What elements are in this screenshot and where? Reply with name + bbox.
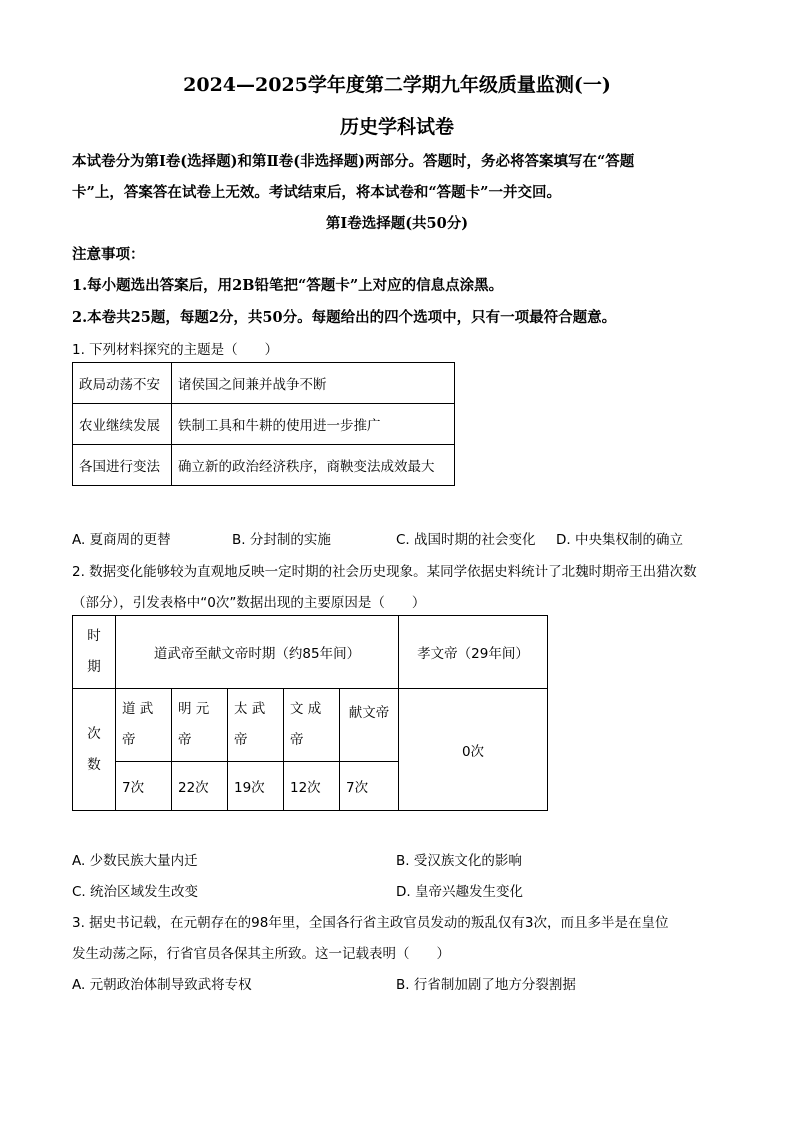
q1-option-c: C. 战国时期的社会变化 — [396, 532, 536, 548]
q1-table — [72, 362, 455, 486]
q3-stem-2: 发生动荡之际，行省官员各保其主所致。这一记载表明（ ） — [72, 946, 450, 962]
exam-subtitle: 历史学科试卷 — [339, 116, 454, 138]
q2-count-label: 次 数 — [73, 689, 116, 811]
q3-stem-1: 3. 据史书记载，在元朝存在的98年里，全国各行省主政官员发动的叛乱仅有3次，而且多半是在皇位 — [72, 915, 669, 931]
q2-emperor-name: 太 武 帝 — [228, 689, 284, 762]
q2-emperor-name: 献文帝 — [340, 689, 399, 762]
q1-row-content: 诸侯国之间兼并战争不断 — [172, 363, 455, 404]
table-row — [73, 616, 548, 689]
q2-period-label: 时 期 — [73, 616, 116, 689]
q1-stem: 1. 下列材料探究的主题是（ ） — [72, 342, 279, 358]
q1-row-content: 铁制工具和牛耕的使用进一步推广 — [172, 404, 455, 445]
table-row — [73, 404, 455, 445]
notice-title: 注意事项： — [72, 246, 145, 263]
q1-option-a: A. 夏商周的更替 — [72, 532, 171, 548]
q2-emperor-count: 12次 — [284, 762, 340, 811]
q1-row-label: 农业继续发展 — [73, 404, 172, 445]
q2-period-a: 道武帝至献文帝时期（约85年间） — [116, 616, 399, 689]
q1-row-label: 政局动荡不安 — [73, 363, 172, 404]
notice-2: 2.本卷共25题，每题2分，共50分。每题给出的四个选项中，只有一项最符合题意。 — [72, 309, 617, 326]
section-heading: 第Ⅰ卷选择题(共50分) — [325, 215, 469, 232]
table-row — [73, 363, 455, 404]
q3-option-b: B. 行省制加剧了地方分裂割据 — [396, 977, 576, 993]
q2-option-a: A. 少数民族大量内迁 — [72, 853, 198, 869]
q2-period-b: 孝文帝（29年间） — [399, 616, 548, 689]
notice-1: 1.每小题选出答案后，用2B铅笔把“答题卡”上对应的信息点涂黑。 — [72, 277, 504, 294]
q2-option-c: C. 统治区域发生改变 — [72, 884, 199, 900]
q2-emperor-count: 19次 — [228, 762, 284, 811]
table-row — [73, 689, 548, 762]
q1-option-b: B. 分封制的实施 — [232, 532, 331, 548]
q2-emperor-count: 22次 — [172, 762, 228, 811]
q2-option-d: D. 皇帝兴趣发生变化 — [396, 884, 523, 900]
intro-line-1: 本试卷分为第Ⅰ卷(选择题)和第Ⅱ卷(非选择题)两部分。答题时，务必将答案填写在“答题 — [72, 153, 635, 170]
q2-emperor-name: 明 元 帝 — [172, 689, 228, 762]
q2-table — [72, 615, 548, 811]
q2-emperor-name: 文 成 帝 — [284, 689, 340, 762]
exam-title: 2024—2025学年度第二学期九年级质量监测(一) — [183, 74, 611, 96]
q2-emperor-count: 7次 — [116, 762, 172, 811]
q2-stem-1: 2. 数据变化能够较为直观地反映一定时期的社会历史现象。某同学依据史料统计了北魏时期帝王出猎次数 — [72, 564, 697, 580]
q3-option-a: A. 元朝政治体制导致武将专权 — [72, 977, 252, 993]
intro-line-2: 卡”上，答案答在试卷上无效。考试结束后，将本试卷和“答题卡”一并交回。 — [72, 184, 562, 201]
q2-stem-2: （部分），引发表格中“0次”数据出现的主要原因是（ ） — [72, 595, 426, 611]
q1-row-label: 各国进行变法 — [73, 445, 172, 486]
q2-emperor-name: 道 武 帝 — [116, 689, 172, 762]
q2-xiaowen-count: 0次 — [399, 689, 548, 811]
q2-option-b: B. 受汉族文化的影响 — [396, 853, 522, 869]
q1-row-content: 确立新的政治经济秩序，商鞅变法成效最大 — [172, 445, 455, 486]
q1-option-d: D. 中央集权制的确立 — [556, 532, 683, 548]
table-row — [73, 445, 455, 486]
q2-emperor-count: 7次 — [340, 762, 399, 811]
